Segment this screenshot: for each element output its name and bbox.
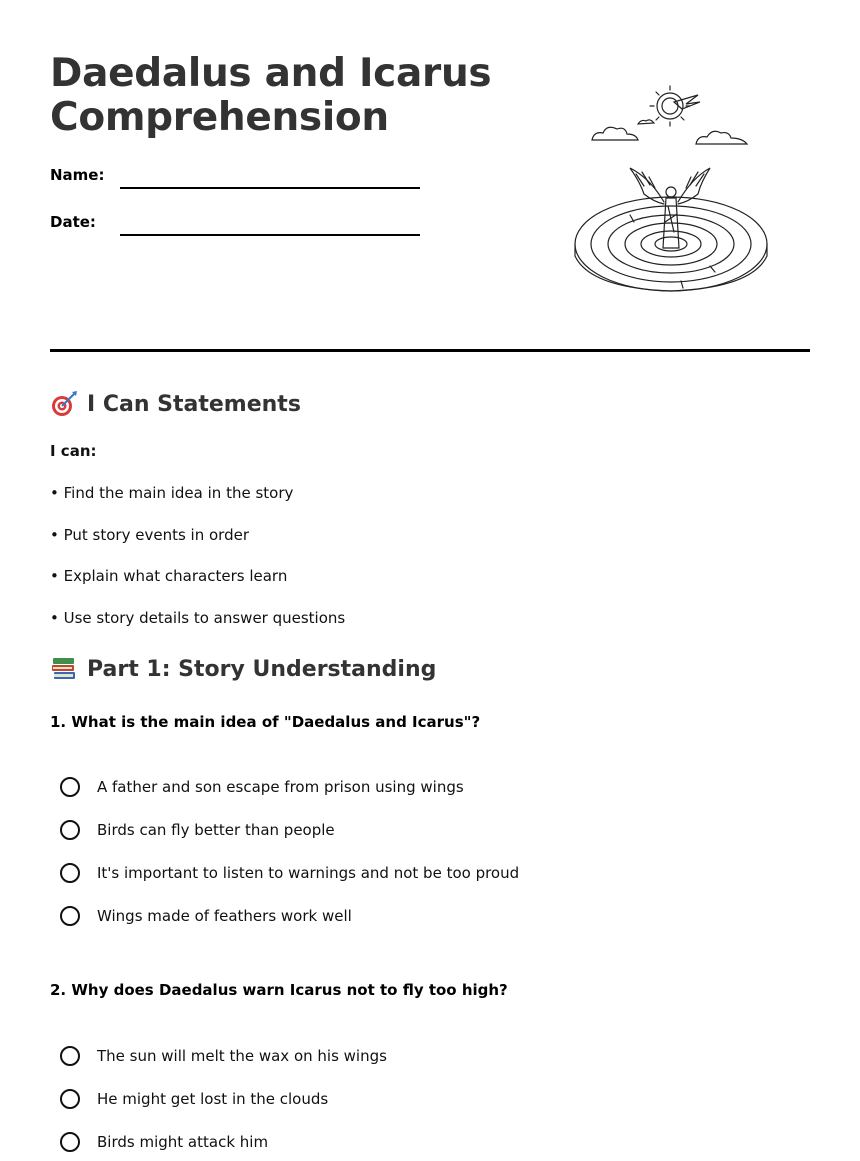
radio-button[interactable] xyxy=(60,1132,80,1152)
question-1: 1. What is the main idea of "Daedalus and Icarus"? xyxy=(50,713,481,731)
radio-button[interactable] xyxy=(60,1089,80,1109)
i-can-heading xyxy=(50,390,301,418)
i-can-heading-text: I Can Statements xyxy=(87,391,301,417)
books-icon xyxy=(50,655,78,683)
q1-option-b[interactable] xyxy=(60,820,335,840)
option-label: He might get lost in the clouds xyxy=(97,1090,329,1108)
q1-option-d[interactable] xyxy=(60,906,352,926)
header-divider xyxy=(50,349,810,352)
radio-button[interactable] xyxy=(60,1046,80,1066)
icarus-labyrinth-illustration xyxy=(570,82,775,297)
title-line-2: Comprehension xyxy=(50,95,389,140)
option-label: Birds can fly better than people xyxy=(97,821,335,839)
radio-button[interactable] xyxy=(60,777,80,797)
option-label: A father and son escape from prison using wings xyxy=(97,778,464,796)
option-label: It's important to listen to warnings and not be too proud xyxy=(97,864,520,882)
question-2: 2. Why does Daedalus warn Icarus not to fly too high? xyxy=(50,981,508,999)
i-can-item: • Find the main idea in the story xyxy=(50,484,294,502)
option-label: Wings made of feathers work well xyxy=(97,907,352,925)
q1-option-c[interactable] xyxy=(60,863,519,883)
radio-button[interactable] xyxy=(60,820,80,840)
part1-heading xyxy=(50,655,436,683)
name-line[interactable] xyxy=(120,187,420,189)
date-line[interactable] xyxy=(120,234,420,236)
date-label: Date: xyxy=(50,213,96,231)
target-icon xyxy=(50,390,78,418)
option-label: Birds might attack him xyxy=(97,1133,269,1151)
i-can-item: • Put story events in order xyxy=(50,526,249,544)
i-can-item: • Use story details to answer questions xyxy=(50,609,346,627)
worksheet-title xyxy=(50,52,491,140)
radio-button[interactable] xyxy=(60,906,80,926)
q2-option-a[interactable] xyxy=(60,1046,387,1066)
q2-option-c[interactable] xyxy=(60,1132,268,1152)
part1-heading-text: Part 1: Story Understanding xyxy=(87,656,437,682)
name-label: Name: xyxy=(50,166,105,184)
title-line-1: Daedalus and Icarus xyxy=(50,51,492,96)
radio-button[interactable] xyxy=(60,863,80,883)
i-can-item: • Explain what characters learn xyxy=(50,567,288,585)
option-label: The sun will melt the wax on his wings xyxy=(97,1047,387,1065)
q1-option-a[interactable] xyxy=(60,777,464,797)
q2-option-b[interactable] xyxy=(60,1089,328,1109)
i-can-intro: I can: xyxy=(50,442,97,460)
